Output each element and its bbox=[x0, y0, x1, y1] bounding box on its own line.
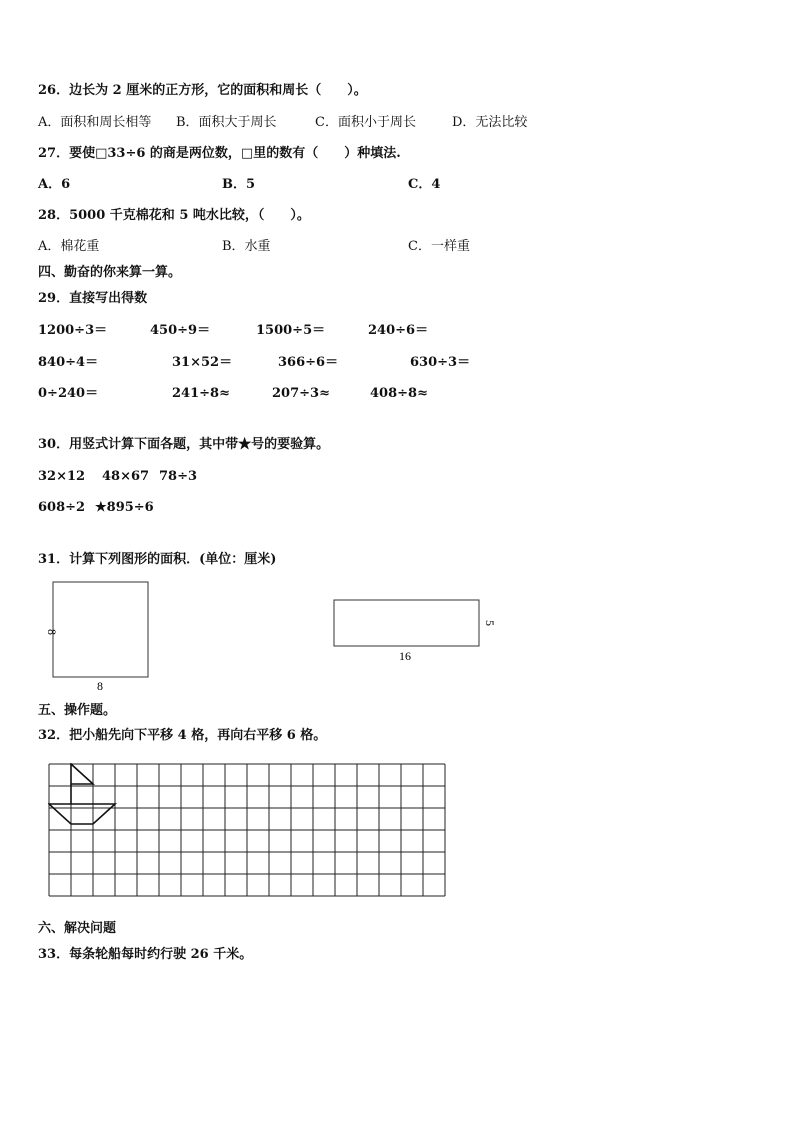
q31-stem: 31．计算下列图形的面积．(单位：厘米) bbox=[38, 552, 277, 567]
q29-item: 241÷8≈ bbox=[172, 386, 230, 401]
q26-stem: 26．边长为 2 厘米的正方形，它的面积和周长（ ）。 bbox=[38, 83, 367, 98]
q29-stem: 29．直接写出得数 bbox=[38, 291, 148, 306]
q29-item: 630÷3＝ bbox=[410, 355, 471, 370]
q29-item: 1500÷5＝ bbox=[256, 323, 326, 338]
q31-rectangle-figure bbox=[330, 596, 500, 666]
q28-stem: 28．5000 千克棉花和 5 吨水比较，（ ）。 bbox=[38, 208, 310, 223]
q30-item: 32×12 bbox=[38, 469, 86, 484]
section-5-heading: 五、操作题。 bbox=[38, 703, 117, 718]
q29-item: 408÷8≈ bbox=[370, 386, 428, 401]
q30-item: ★895÷6 bbox=[95, 500, 154, 515]
boat-hull bbox=[49, 804, 115, 824]
square-shape bbox=[53, 582, 148, 677]
q30-stem: 30．用竖式计算下面各题，其中带★号的要验算。 bbox=[38, 437, 330, 452]
q26-option-c: C．面积小于周长 bbox=[315, 115, 416, 130]
q27-stem: 27．要使□33÷6 的商是两位数，□里的数有（ ）种填法. bbox=[38, 146, 401, 161]
q33-stem: 33．每条轮船每时约行驶 26 千米。 bbox=[38, 947, 253, 962]
q29-item: 31×52＝ bbox=[172, 355, 233, 370]
q29-item: 840÷4＝ bbox=[38, 355, 99, 370]
q29-item: 1200÷3＝ bbox=[38, 323, 108, 338]
section-4-heading: 四、勤奋的你来算一算。 bbox=[38, 265, 182, 280]
q32-grid bbox=[48, 763, 452, 911]
q28-option-a: A．棉花重 bbox=[38, 239, 100, 254]
q30-item: 78÷3 bbox=[159, 469, 198, 484]
q29-item: 0÷240＝ bbox=[38, 386, 99, 401]
q30-item: 48×67 bbox=[102, 469, 150, 484]
rectangle-length-label: 16 bbox=[399, 649, 411, 663]
q28-option-b: B．水重 bbox=[222, 239, 271, 254]
q26-option-b: B．面积大于周长 bbox=[176, 115, 277, 130]
rectangle-width-label: 5 bbox=[483, 620, 497, 626]
q29-item: 207÷3≈ bbox=[272, 386, 330, 401]
q27-option-c: C．4 bbox=[408, 177, 441, 192]
section-6-heading: 六、解决问题 bbox=[38, 921, 117, 936]
q28-option-c: C．一样重 bbox=[408, 239, 470, 254]
q29-item: 240÷6＝ bbox=[368, 323, 429, 338]
boat-sail bbox=[71, 764, 93, 784]
rectangle-shape bbox=[334, 600, 479, 646]
q27-option-a: A．6 bbox=[38, 177, 71, 192]
square-side-label-bottom: 8 bbox=[97, 679, 103, 693]
q27-option-b: B．5 bbox=[222, 177, 256, 192]
boat-shape bbox=[49, 764, 115, 824]
square-side-label-left: 8 bbox=[45, 629, 59, 635]
q26-option-d: D．无法比较 bbox=[452, 115, 528, 130]
q30-item: 608÷2 bbox=[38, 500, 86, 515]
q29-item: 366÷6＝ bbox=[278, 355, 339, 370]
q31-square-figure bbox=[36, 578, 156, 694]
q32-stem: 32．把小船先向下平移 4 格，再向右平移 6 格。 bbox=[38, 728, 327, 743]
q29-item: 450÷9＝ bbox=[150, 323, 211, 338]
q26-option-a: A．面积和周长相等 bbox=[38, 115, 152, 130]
